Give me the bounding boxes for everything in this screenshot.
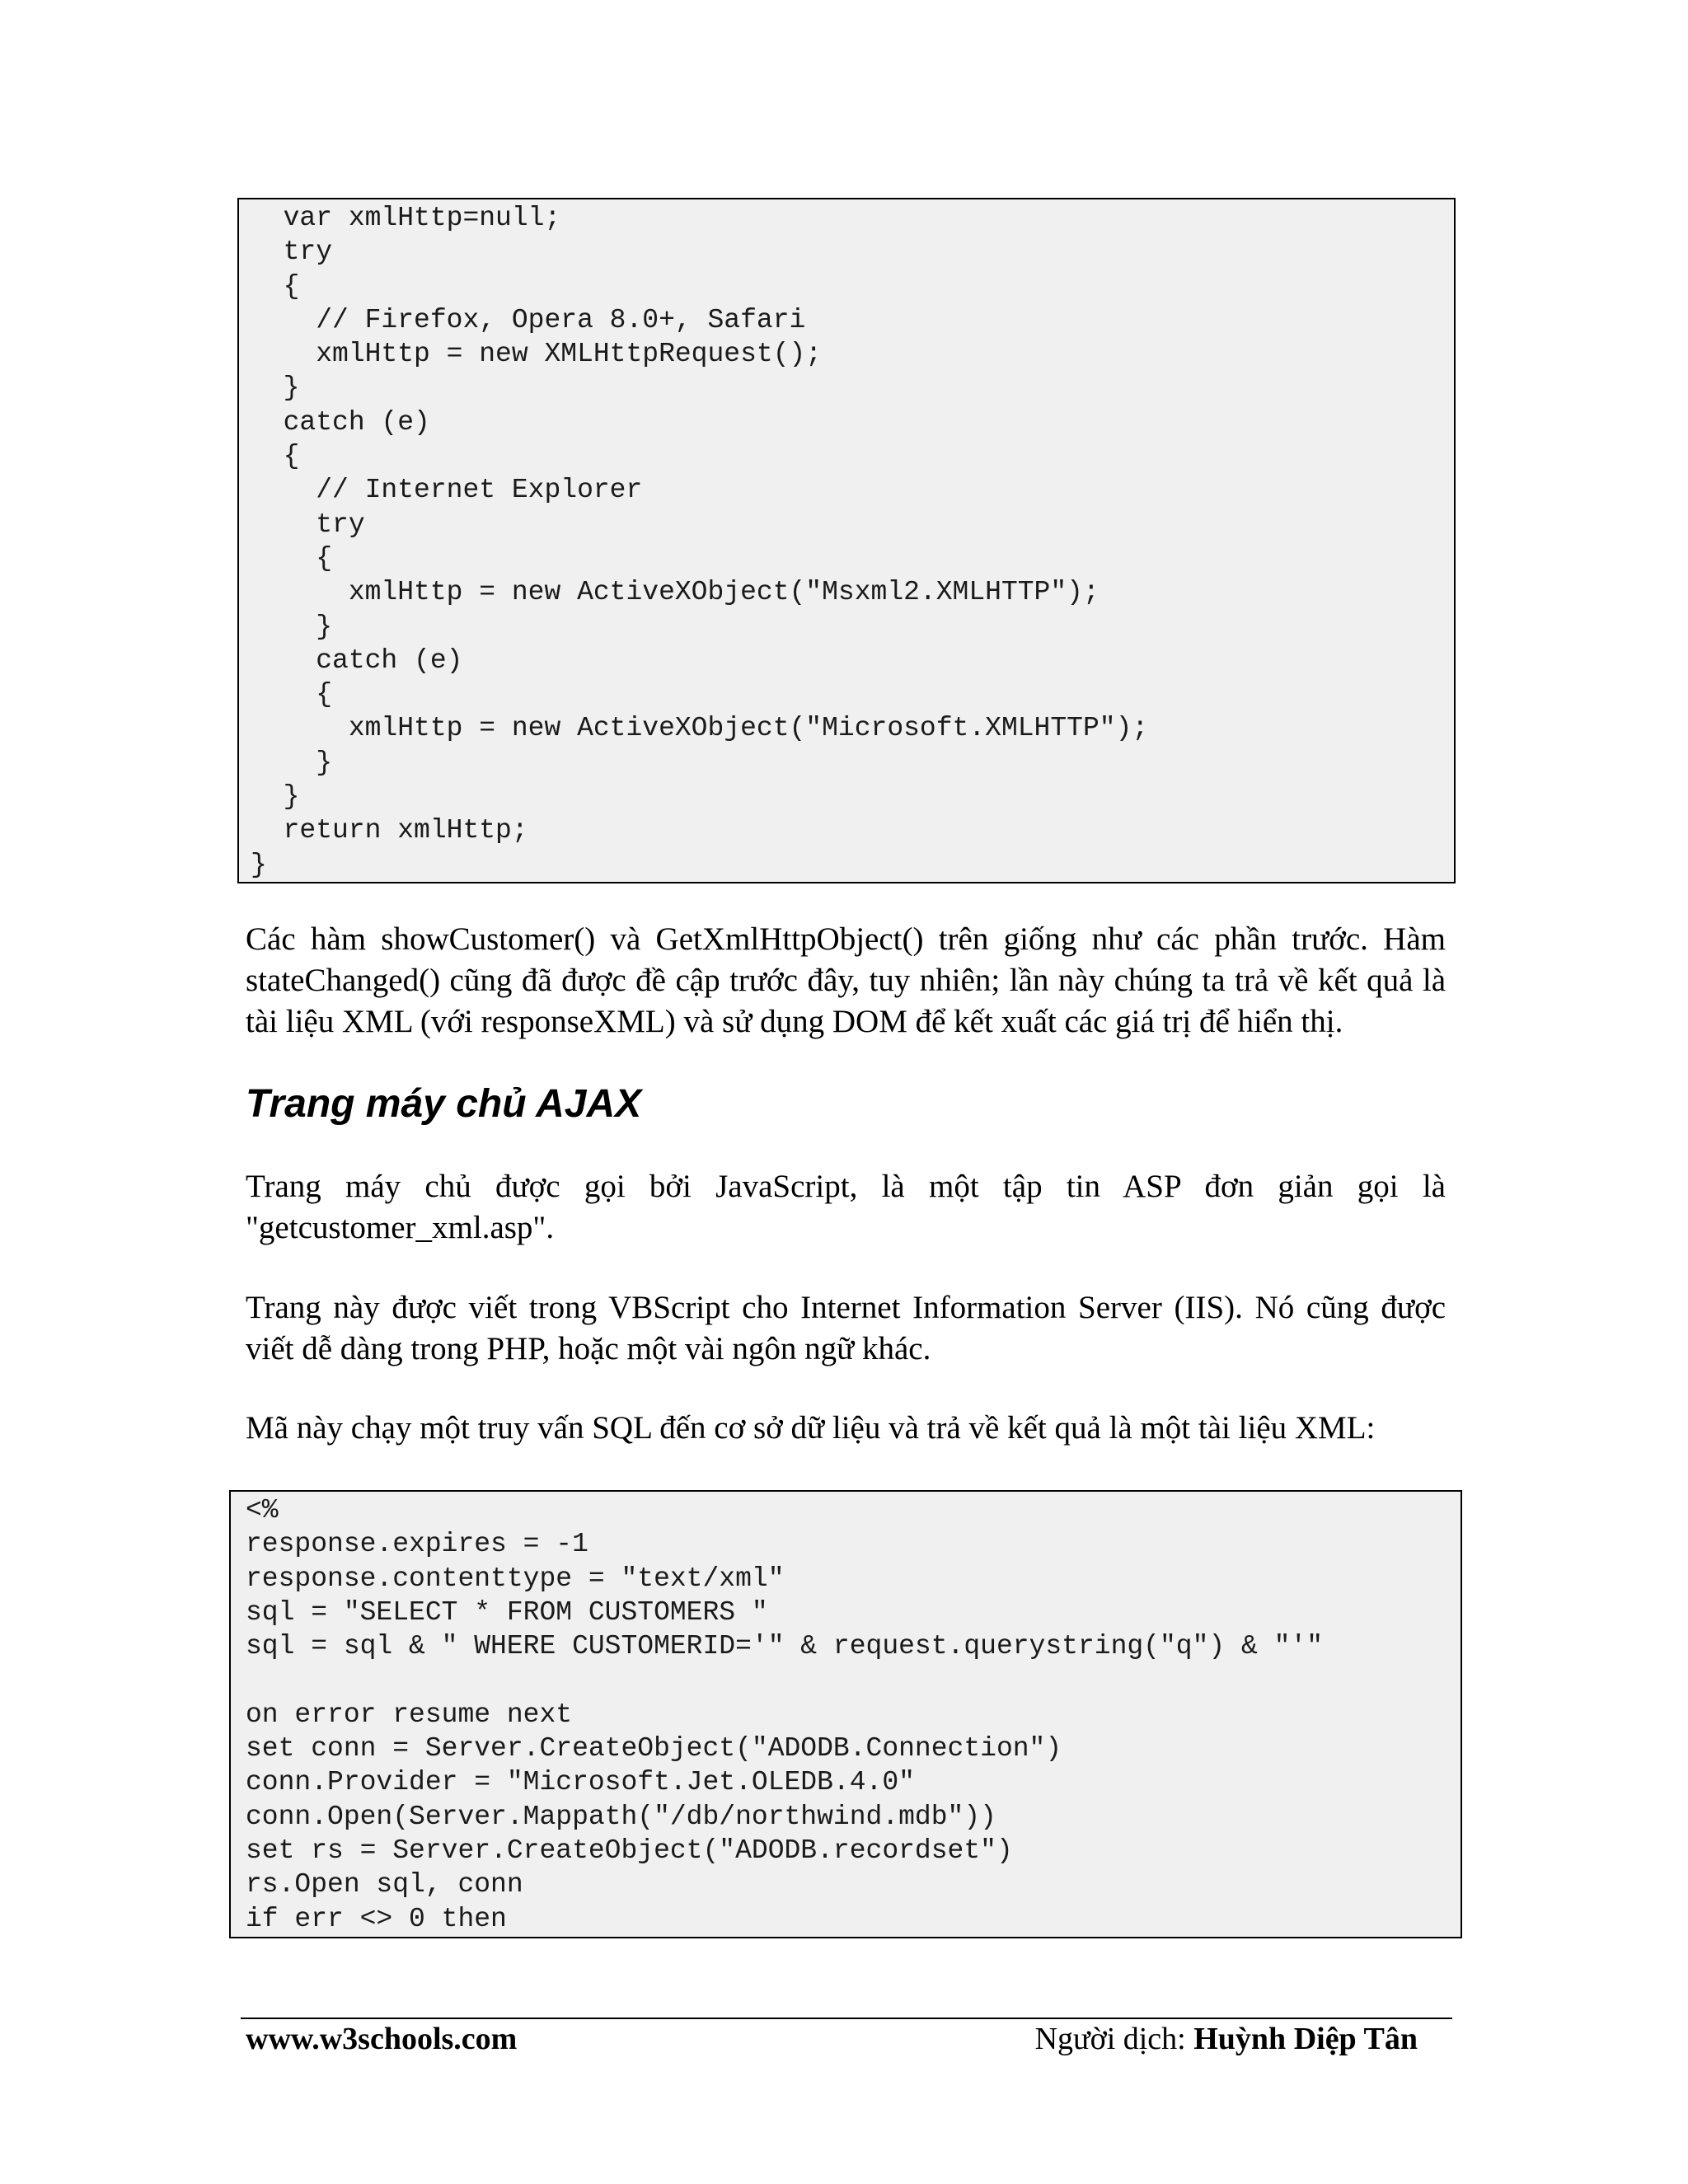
translator-label: Người dịch: bbox=[1034, 2022, 1194, 2056]
paragraph-sql-query: Mã này chạy một truy vấn SQL đến cơ sở dữ liệu và trả về kết quả là một tài liệu XML: bbox=[246, 1410, 1376, 1446]
footer-website-link[interactable]: www.w3schools.com bbox=[246, 2022, 518, 2056]
code-block-javascript: var xmlHttp=null; try { // Firefox, Opera 8.0+, Safari xmlHttp = new XMLHttpRequest(); } catch (e) { // Internet Explorer try { xmlHttp = new ActiveXObject("Msxml2.XMLHTTP"); } catch (e) { xmlHttp = new ActiveXObject("Microsoft.XMLHTTP"); } } return xmlHttp; } bbox=[237, 198, 1456, 883]
footer-translator bbox=[1022, 2018, 1418, 2060]
translator-name: Huỳnh Diệp Tân bbox=[1193, 2022, 1418, 2056]
paragraph-server-page: Trang máy chủ được gọi bởi JavaScript, là một tập tin ASP đơn giản gọi là "getcustomer_xml.asp". bbox=[246, 1169, 1446, 1245]
paragraph-description: Các hàm showCustomer() và GetXmlHttpObject() trên giống như các phần trước. Hàm stateChanged() cũng đã được đề cập trước đây, tuy nhiên; lần này chúng ta trả về kết quả là tài liệu XML (với responseXML) và sử dụng DOM để kết xuất các giá trị để hiển thị. bbox=[246, 921, 1446, 1039]
code-block-asp: <% response.expires = -1 response.contenttype = "text/xml" sql = "SELECT * FROM CUSTOMERS " sql = sql & " WHERE CUSTOMERID='" & request.querystring("q") & "'" on error resume next set conn = Server.CreateObject("ADODB.Connection") conn.Provider = "Microsoft.Jet.OLEDB.4.0" conn.Open(Server.Mappath("/db/northwind.mdb")) set rs = Server.CreateObject("ADODB.recordset") rs.Open sql, conn if err <> 0 then bbox=[229, 1490, 1462, 1938]
paragraph-vbscript: Trang này được viết trong VBScript cho Internet Information Server (IIS). Nó cũng được viết dễ dàng trong PHP, hoặc một vài ngôn ngữ khác. bbox=[246, 1290, 1446, 1366]
section-heading: Trang máy chủ AJAX bbox=[246, 1082, 642, 1126]
